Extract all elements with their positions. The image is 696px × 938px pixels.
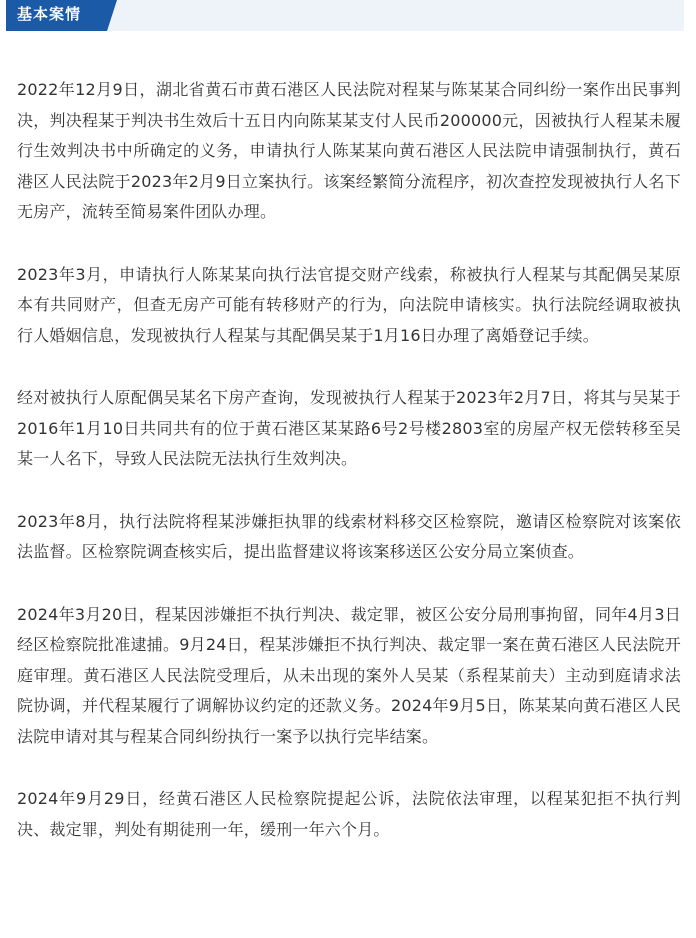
paragraph-4: 2023年8月，执行法院将程某涉嫌拒执罪的线索材料移交区检察院，邀请区检察院对该案依法监督。区检察院调查核实后，提出监督建议将该案移送区公安分局立案侦查。 [17,511,681,561]
paragraph-5: 2024年3月20日，程某因涉嫌拒不执行判决、裁定罪，被区公安分局刑事拘留，同年4月3日经区检察院批准逮捕。9月24日，程某涉嫌拒不执行判决、裁定罪一案在黄石港区人民法院开庭审理。黄石港区人民法院受理后，从未出现的案外人吴某（系程某前夫）主动到庭请求法院协调，并代程某履行了调解协议约定的还款义务。2024年9月5日，陈某某向黄石港区人民法院申请对其与程某合同纠纷执行一案予以执行完毕结案。 [17,604,681,746]
section-title: 基本案情 [17,5,82,23]
section-header-bar [6,0,684,31]
paragraph-2: 2023年3月，申请执行人陈某某向执行法官提交财产线索，称被执行人程某与其配偶吴某原本有共同财产，但查无房产可能有转移财产的行为，向法院申请核实。执行法院经调取被执行人婚姻信息，发现被执行人程某与其配偶吴某于1月16日办理了离婚登记手续。 [17,264,681,345]
article-body [17,75,681,845]
paragraph-6: 2024年9月29日，经黄石港区人民检察院提起公诉，法院依法审理，以程某犯拒不执行判决、裁定罪，判处有期徒刑一年，缓刑一年六个月。 [17,789,681,839]
paragraph-3: 经对被执行人原配偶吴某名下房产查询，发现被执行人程某于2023年2月7日，将其与吴某于2016年1月10日共同共有的位于黄石港区某某路6号2号楼2803室的房屋产权无偿转移至吴某一人名下，导致人民法院无法执行生效判决。 [17,388,681,468]
paragraph-1: 2022年12月9日，湖北省黄石市黄石港区人民法院对程某与陈某某合同纠纷一案作出民事判决，判决程某于判决书生效后十五日内向陈某某支付人民币200000元，因被执行人程某未履行生效判决书中所确定的义务，申请执行人陈某某向黄石港区人民法院申请强制执行，黄石港区人民法院于2023年2月9日立案执行。该案经繁简分流程序，初次查控发现被执行人名下无房产，流转至简易案件团队办理。 [17,80,681,221]
